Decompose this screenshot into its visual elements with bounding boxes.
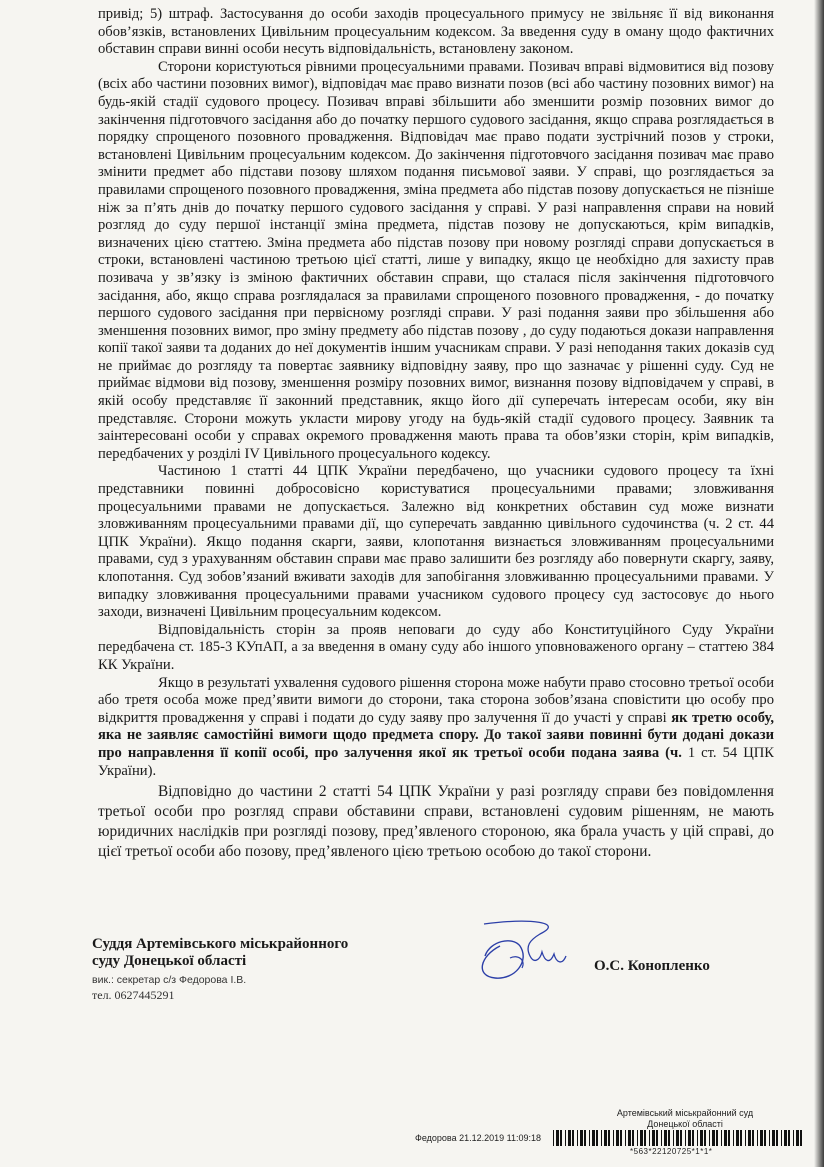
barcode-bar <box>649 1130 650 1146</box>
barcode-bar <box>733 1130 734 1146</box>
barcode-bar <box>697 1130 698 1146</box>
barcode-bar <box>625 1130 626 1146</box>
barcode-bar <box>712 1130 715 1146</box>
phone-note: тел. 0627445291 <box>92 988 175 1002</box>
barcode-bar <box>632 1130 634 1146</box>
barcode-bar <box>700 1130 703 1146</box>
handwritten-signature <box>470 916 580 986</box>
judge-title <box>92 936 412 970</box>
barcode-graphic <box>553 1130 803 1148</box>
barcode-bar <box>613 1130 614 1146</box>
barcode-bar <box>637 1130 638 1146</box>
barcode-bar <box>584 1130 586 1146</box>
barcode-bar <box>769 1130 770 1146</box>
court-name-line-2: Донецької області <box>647 1119 723 1129</box>
clerk-timestamp: Федорова 21.12.2019 11:09:18 <box>415 1133 542 1143</box>
paragraph-5-regular: Якщо в результаті ухвалення судового рішення сторона може набути право стосовно третьої особи або третя особа може пред’явити вимоги до сторони, така сторона зобов’язана сповістити цю особу про відкриття провадження у справі і подати до суду заяву про залучення її до участі у справі <box>98 674 774 726</box>
barcode-bar <box>781 1130 782 1146</box>
barcode-bar <box>673 1130 674 1146</box>
barcode-bar <box>772 1130 775 1146</box>
document-body <box>98 6 774 862</box>
paragraph-3: Частиною 1 статті 44 ЦПК України передбачено, що учасники судового процесу та їхні представники повинні добросовісно користуватися процесуальними правами; зловживання процесуальними правами не допускається. Залежно від конкретних обставин суд може визнати зловживанням процесуальними правами дії, що суперечать завданню цивільного судочинства (ч. 2 ст. 44 ЦПК України). Якщо подання скарги, заяви, клопотання визнається зловживанням процесуальними правами, суд з урахуванням обставин справи має право залишити без розгляду або повернути скаргу, заяву, клопотання. Суд зобов’язаний вживати заходів для запобігання зловживанню процесуальними правами. У випадку зловживання процесуальними правами учасником судового процесу суд застосовує до нього заходи, визначені Цивільним процесуальним кодексом. <box>98 463 774 621</box>
barcode-bar <box>628 1130 631 1146</box>
barcode-bar <box>596 1130 598 1146</box>
barcode-bar <box>764 1130 766 1146</box>
barcode-bar <box>796 1130 799 1146</box>
barcode-bar <box>793 1130 794 1146</box>
court-name-line-1: Артемівський міськрайонний суд <box>616 1108 754 1118</box>
judge-name: О.С. Конопленко <box>594 958 710 974</box>
judge-title-line-2: суду Донецької області <box>92 953 247 969</box>
barcode-bar <box>740 1130 742 1146</box>
paragraph-5 <box>98 675 774 781</box>
barcode-bar <box>709 1130 710 1146</box>
executor-note: вик.: секретар с/з Федорова І.В. <box>92 974 247 986</box>
barcode-bar <box>568 1130 571 1146</box>
barcode-bar <box>553 1130 554 1146</box>
barcode-bar <box>757 1130 758 1146</box>
barcode-bar <box>685 1130 686 1146</box>
barcode-bar <box>664 1130 667 1146</box>
court-name-stamp <box>605 1108 765 1130</box>
paragraph-5-bold: як третю особу, яка не заявляє самостійні вимоги щодо предмета спору. До такої заяви повинні бути додані докази про направлення її копії особі, про залучення якої як третьої особи подана заява (ч. <box>98 709 774 761</box>
judge-title-line-1: Суддя Артемівського міськрайонного <box>92 936 349 952</box>
barcode-bar <box>716 1130 718 1146</box>
barcode-bar <box>565 1130 566 1146</box>
barcode-bar <box>577 1130 578 1146</box>
barcode-number: *563*22120725*1*1* <box>630 1147 713 1156</box>
barcode-bar <box>728 1130 730 1146</box>
barcode-bar <box>724 1130 727 1146</box>
barcode-bar <box>560 1130 562 1146</box>
paragraph-4: Відповідальність сторін за прояв неповаги до суду або Конституційного Суду України передбачена ст. 185-3 КУпАП, а за введення в оману суду або іншого уповноваженого органу – статтею 384 КК України. <box>98 621 774 673</box>
barcode-bar <box>745 1130 746 1146</box>
barcode-bar <box>608 1130 610 1146</box>
barcode-bar <box>604 1130 607 1146</box>
barcode-bar <box>788 1130 790 1146</box>
barcode-bar <box>656 1130 658 1146</box>
barcode-bar <box>616 1130 619 1146</box>
barcode-bar <box>688 1130 691 1146</box>
barcode-bar <box>760 1130 763 1146</box>
barcode-bar <box>589 1130 590 1146</box>
barcode-bar <box>601 1130 602 1146</box>
barcode-bar <box>676 1130 679 1146</box>
barcode-bar <box>580 1130 583 1146</box>
barcode-bar <box>644 1130 646 1146</box>
barcode-bar <box>704 1130 706 1146</box>
barcode-bar <box>640 1130 643 1146</box>
barcode-bar <box>800 1130 802 1146</box>
barcode-bar <box>668 1130 670 1146</box>
signature-block <box>92 936 782 1016</box>
barcode-bar <box>680 1130 682 1146</box>
barcode-bar <box>652 1130 655 1146</box>
barcode-bar <box>776 1130 778 1146</box>
barcode-bar <box>784 1130 787 1146</box>
paragraph-1: привід; 5) штраф. Застосування до особи заходів процесуального примусу не звільняє її від виконання обов’язків, встановлених Цивільним процесуальним кодексом. За введення суду в оману щодо фактичних обставин справи винні особи несуть відповідальність, встановлену законом. <box>98 6 774 58</box>
paragraph-2: Сторони користуються рівними процесуальними правами. Позивач вправі відмовитися від позову (всіх або частини позовних вимог), відповідач має право визнати позов (всі або частину позовних вимог) на будь-якій стадії судового процесу. Позивач вправі збільшити або зменшити розмір позовних вимог до закінчення підготовчого засідання або до початку першого судового засідання, якщо справа розглядається в порядку спрощеного позовного провадження. Відповідач має право подати зустрічний позов у строки, встановлені Цивільним процесуальним кодексом. До закінчення підготовчого засідання позивач має право змінити предмет або підстави позову шляхом подання письмової заяви. У справі, що розглядається за правилами спрощеного позовного провадження, зміна предмета або підстав позову допускається не пізніше ніж за п’ять днів до початку першого судового засідання у справі. У разі направлення справи на новий розгляд до суду першої інстанції зміна предмета, підстав позову не допускаються, крім випадків, визначених цією статтею. Зміна предмета або підстав позову при новому розгляді справи допускається в строки, встановлені частиною третьою цієї статті, лише у випадку, якщо це необхідно для захисту прав позивача у зв’язку із зміною фактичних обставин справи, що сталася після закінчення підготовчого засідання, або, якщо справа розглядалася за правилами спрощеного позовного провадження, - до початку першого судового засідання при первісному розгляді справи. У разі подання заяви про збільшення або зменшення позовних вимог, про зміну предмету або підстав позову , до суду подаються докази направлення копії такої заяви та доданих до неї документів іншим учасникам справи. У разі неподання таких доказів суд не приймає до розгляду та повертає заявнику відповідну заяву, про що зазначає у рішенні суду. Суд не приймає відмови від позову, зменшення розміру позовних вимог, визнання позову відповідачем у справі, в якій особу представляє її законний представник, якщо його дії суперечать інтересам особи, яку він представляє. Сторони можуть укласти мирову угоду на будь-якій стадії судового процесу. Заявник та заінтересовані особи у справах окремого провадження мають права та обов’язки сторін, крім випадків, передбачених у розділі IV Цивільного процесуального кодексу. <box>98 58 774 462</box>
registry-stamp <box>405 1102 810 1162</box>
barcode-bar <box>692 1130 694 1146</box>
barcode-bar <box>736 1130 739 1146</box>
barcode-bar <box>752 1130 754 1146</box>
barcode-bar <box>721 1130 722 1146</box>
barcode-bar <box>661 1130 662 1146</box>
barcode-bar <box>620 1130 622 1146</box>
scan-edge-shadow <box>814 0 824 1167</box>
barcode-bar <box>556 1130 559 1146</box>
paragraph-5-tail: 1 ст. 54 ЦПК України). <box>98 744 774 779</box>
paragraph-6: Відповідно до частини 2 статті 54 ЦПК України у разі розгляду справи без повідомлення третьої особи про розгляд справи обставини справи, встановлені судовим рішенням, не мають юридичних наслідків при розгляді позову, пред’явленого стороною, яка брала участь у цій справі, до цієї третьої особи або позову, пред’явленого цією третьою особою до такої сторони. <box>98 783 774 861</box>
barcode-bar <box>748 1130 751 1146</box>
barcode-bar <box>592 1130 595 1146</box>
barcode-bar <box>572 1130 574 1146</box>
